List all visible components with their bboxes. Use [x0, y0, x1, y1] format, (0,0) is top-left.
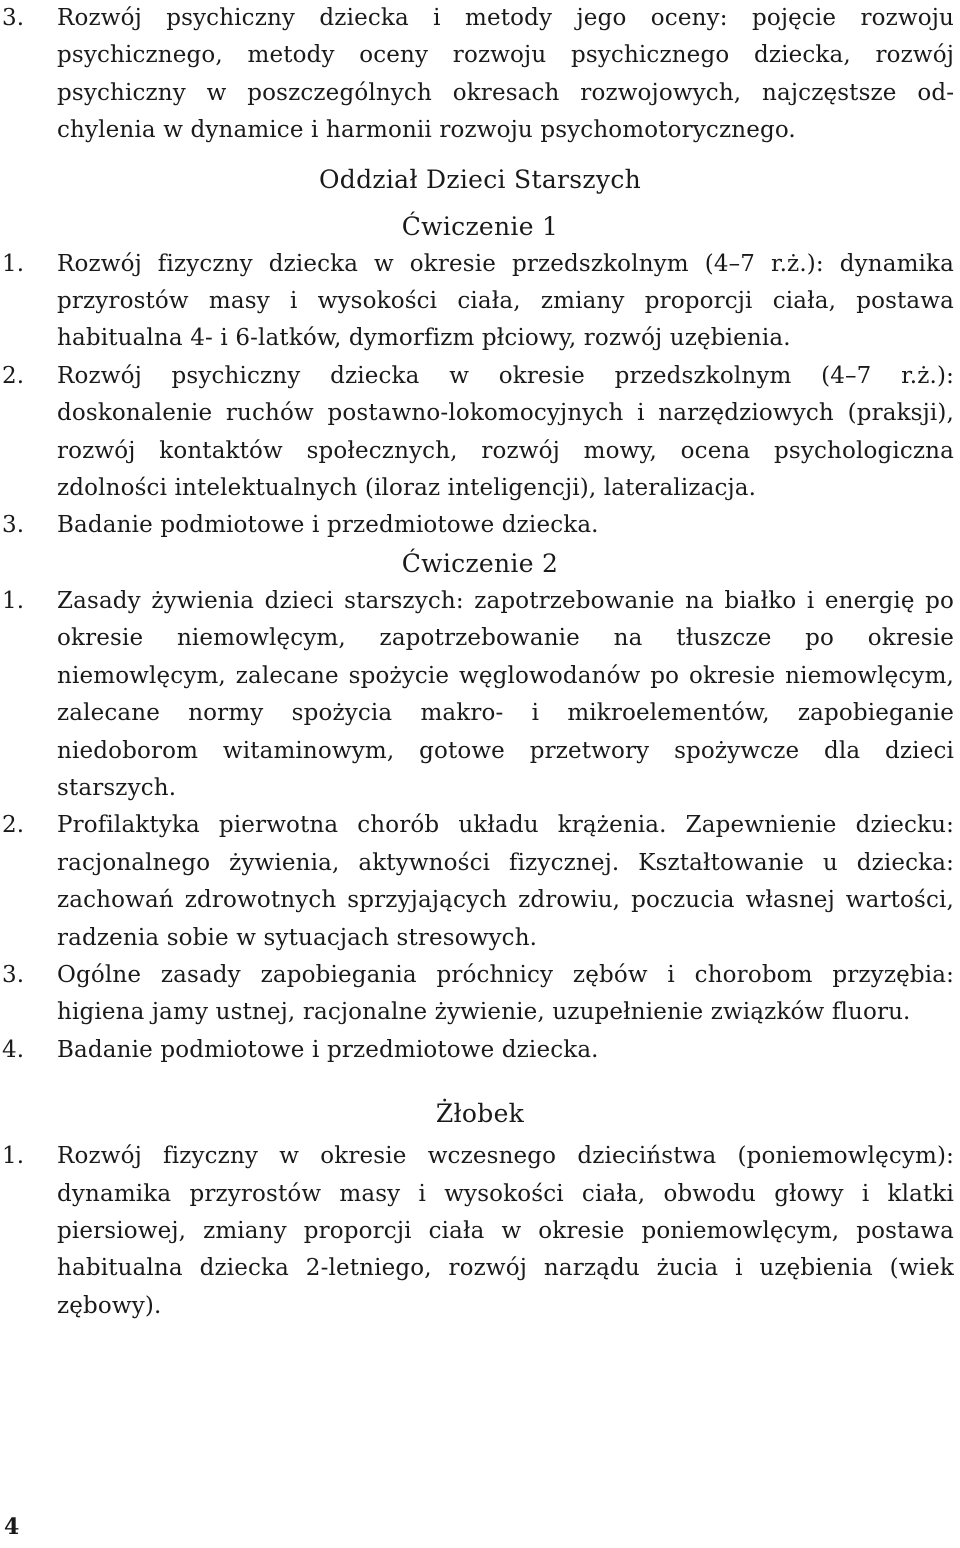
item-number: 1. [2, 250, 25, 277]
item-number: 2. [2, 362, 25, 389]
section-spacer [0, 1069, 960, 1095]
list-item-intro [0, 0, 960, 150]
exercise-heading-1: Ćwiczenie 1 [401, 211, 559, 241]
list-item [0, 507, 960, 544]
item-number: 4. [2, 1036, 25, 1063]
list-item [0, 957, 960, 1032]
exercise-heading-2: Ćwiczenie 2 [401, 548, 559, 578]
item-number: 1. [2, 1143, 25, 1170]
item-number: 2. [2, 812, 25, 839]
list-item [0, 1032, 960, 1069]
list-item [0, 246, 960, 358]
item-text: Ogólne zasady zapobiegania próchnicy zębów i chorobom przyzębia: higiena jamy ustnej, racjonalne żywienie, uzupełnienie związków fluoru. [57, 961, 954, 1026]
item-text: Profilaktyka pierwotna chorób układu krążenia. Zapewnienie dziecku: racjonalnego żywienia, aktywności fizycznej. Kształtowanie u dziecka: zachowań zdrowotnych sprzyjających zdrowiu, poczucia własnej wartości, radzenia sobie w sytuacjach stresowych. [57, 812, 954, 951]
item-text: Rozwój fizyczny dziecka w okresie przedszkolnym (4–7 r.ż.): dynamika przyrostów masy i wysokości ciała, zmiany proporcji ciała, postawa habitualna 4- i 6-latków, dymorfizm płciowy, rozwój uzębienia. [57, 250, 954, 352]
list-item [0, 807, 960, 957]
item-number: 3. [2, 5, 25, 31]
item-text: Badanie podmiotowe i przedmiotowe dziecka. [57, 512, 599, 539]
item-text: Rozwój fizyczny w okresie wczesnego dzieciństwa (poniemowlęcym): dynamika przyrostów masy i wysokości ciała, obwodu głowy i klatki piersiowej, zmiany proporcji ciała w okresie poniemowlęcym, postawa habitualna dziecka 2-letniego, rozwój narządu żucia i uzębienia (wiek zębowy). [57, 1143, 954, 1319]
section-heading-older-children: Oddział Dzieci Starszych [318, 164, 642, 194]
section-heading-nursery: Żłobek [435, 1099, 525, 1129]
item-number: 1. [2, 587, 25, 614]
item-text: Rozwój psychiczny dziecka i metody jego oceny: pojęcie rozwoju psychicznego, metody oceny rozwoju psychicznego dziecka, rozwój psychiczny w poszczególnych okresach rozwojowych, najczęstsze odchylenia w dynamice i harmonii rozwoju psychomotorycznego. [57, 5, 954, 144]
list-item [0, 583, 960, 807]
list-item [0, 1138, 960, 1325]
page-number: 4 [4, 1514, 20, 1540]
item-number: 3. [2, 512, 25, 539]
item-text: Badanie podmiotowe i przedmiotowe dziecka. [57, 1036, 599, 1063]
item-text: Rozwój psychiczny dziecka w okresie przedszkolnym (4–7 r.ż.): doskonalenie ruchów postawno-lokomocyjnych i narzędziowych (praksji), rozwój kontaktów społecznych, rozwój mowy, ocena psychologiczna zdolności intelektualnych (iloraz inteligencji), lateralizacja. [57, 362, 954, 502]
item-text: Zasady żywienia dzieci starszych: zapotrzebowanie na białko i energię po okresie niemowlęcym, zapotrzebowanie na tłuszcze po okresie niemowlęcym, zalecane spożycie węglowodanów po okresie niemowlęcym, zalecane normy spożycia makro- i mikroelementów, zapobieganie niedoborom witaminowym, gotowe przetwory spożywcze dla dzieci starszych. [57, 587, 954, 801]
item-number: 3. [2, 961, 25, 988]
list-item [0, 358, 960, 508]
